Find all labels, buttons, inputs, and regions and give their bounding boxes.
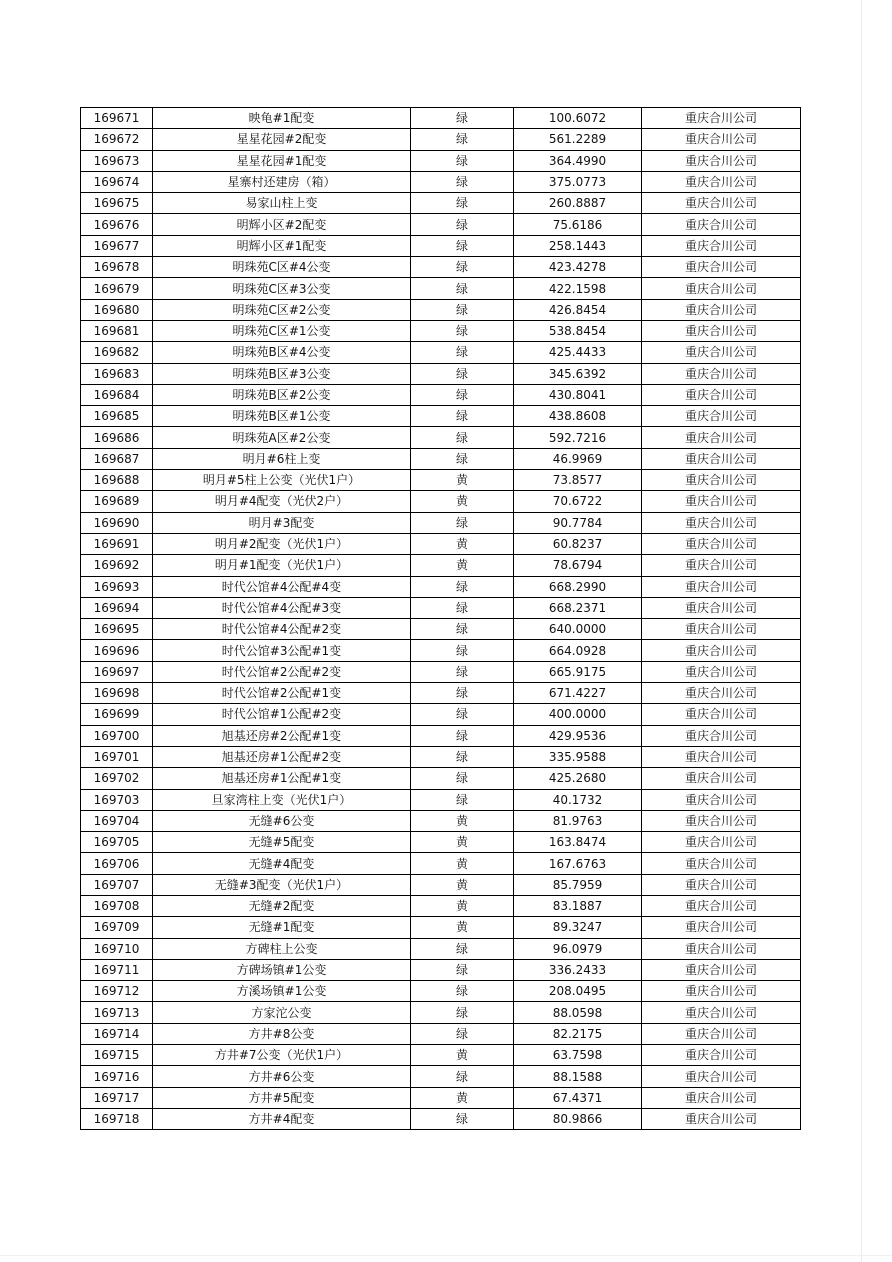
cell-load-value: 63.7598: [514, 1045, 642, 1066]
cell-status: 黄: [411, 533, 514, 554]
cell-id: 169712: [81, 981, 153, 1002]
cell-status: 黄: [411, 1045, 514, 1066]
cell-load-value: 400.0000: [514, 704, 642, 725]
cell-name: 星星花园#2配变: [153, 129, 411, 150]
table-row: [81, 235, 801, 256]
cell-status: 绿: [411, 661, 514, 682]
cell-company: 重庆合川公司: [642, 938, 801, 959]
cell-status: 绿: [411, 725, 514, 746]
cell-company: 重庆合川公司: [642, 597, 801, 618]
cell-load-value: 335.9588: [514, 746, 642, 767]
cell-id: 169676: [81, 214, 153, 235]
cell-id: 169713: [81, 1002, 153, 1023]
table-row: [81, 320, 801, 341]
cell-load-value: 46.9969: [514, 448, 642, 469]
table-row: [81, 597, 801, 618]
cell-load-value: 538.8454: [514, 320, 642, 341]
cell-status: 黄: [411, 874, 514, 895]
cell-load-value: 345.6392: [514, 363, 642, 384]
cell-load-value: 425.2680: [514, 768, 642, 789]
cell-company: 重庆合川公司: [642, 384, 801, 405]
table-row: [81, 171, 801, 192]
cell-load-value: 167.6763: [514, 853, 642, 874]
cell-company: 重庆合川公司: [642, 683, 801, 704]
cell-status: 黄: [411, 491, 514, 512]
cell-status: 绿: [411, 959, 514, 980]
cell-name: 明月#6柱上变: [153, 448, 411, 469]
cell-company: 重庆合川公司: [642, 1087, 801, 1108]
cell-name: 无缝#4配变: [153, 853, 411, 874]
cell-company: 重庆合川公司: [642, 917, 801, 938]
cell-name: 无缝#1配变: [153, 917, 411, 938]
cell-load-value: 40.1732: [514, 789, 642, 810]
cell-id: 169706: [81, 853, 153, 874]
table-row: [81, 704, 801, 725]
cell-name: 明珠苑B区#4公变: [153, 342, 411, 363]
cell-id: 169709: [81, 917, 153, 938]
cell-id: 169700: [81, 725, 153, 746]
cell-name: 明月#5柱上公变（光伏1户）: [153, 470, 411, 491]
cell-status: 绿: [411, 278, 514, 299]
cell-name: 方碑柱上公变: [153, 938, 411, 959]
cell-status: 黄: [411, 917, 514, 938]
table-row: [81, 363, 801, 384]
cell-company: 重庆合川公司: [642, 789, 801, 810]
cell-id: 169683: [81, 363, 153, 384]
table-row: [81, 512, 801, 533]
cell-name: 明月#2配变（光伏1户）: [153, 533, 411, 554]
cell-company: 重庆合川公司: [642, 470, 801, 491]
cell-id: 169688: [81, 470, 153, 491]
table-row: [81, 619, 801, 640]
table-row: [81, 108, 801, 129]
table-row: [81, 150, 801, 171]
cell-status: 绿: [411, 1066, 514, 1087]
cell-id: 169685: [81, 406, 153, 427]
cell-load-value: 668.2990: [514, 576, 642, 597]
cell-name: 无缝#6公变: [153, 810, 411, 831]
table-row: [81, 576, 801, 597]
table-row: [81, 491, 801, 512]
cell-name: 明珠苑C区#2公变: [153, 299, 411, 320]
cell-load-value: 83.1887: [514, 895, 642, 916]
table-row: [81, 555, 801, 576]
cell-load-value: 665.9175: [514, 661, 642, 682]
table-row: [81, 746, 801, 767]
cell-id: 169679: [81, 278, 153, 299]
table-row: [81, 917, 801, 938]
cell-status: 绿: [411, 214, 514, 235]
cell-name: 方井#4配变: [153, 1108, 411, 1129]
cell-company: 重庆合川公司: [642, 491, 801, 512]
cell-company: 重庆合川公司: [642, 193, 801, 214]
cell-status: 绿: [411, 512, 514, 533]
cell-company: 重庆合川公司: [642, 299, 801, 320]
cell-status: 绿: [411, 448, 514, 469]
cell-load-value: 96.0979: [514, 938, 642, 959]
table-row: [81, 725, 801, 746]
cell-name: 明辉小区#1配变: [153, 235, 411, 256]
cell-load-value: 81.9763: [514, 810, 642, 831]
cell-load-value: 429.9536: [514, 725, 642, 746]
cell-load-value: 561.2289: [514, 129, 642, 150]
cell-status: 绿: [411, 257, 514, 278]
cell-status: 绿: [411, 597, 514, 618]
cell-company: 重庆合川公司: [642, 619, 801, 640]
cell-company: 重庆合川公司: [642, 895, 801, 916]
table-row: [81, 193, 801, 214]
table-row: [81, 278, 801, 299]
cell-id: 169711: [81, 959, 153, 980]
cell-id: 169693: [81, 576, 153, 597]
cell-load-value: 422.1598: [514, 278, 642, 299]
cell-name: 方溪场镇#1公变: [153, 981, 411, 1002]
cell-id: 169718: [81, 1108, 153, 1129]
table-body: [81, 108, 801, 1130]
cell-id: 169678: [81, 257, 153, 278]
cell-company: 重庆合川公司: [642, 320, 801, 341]
cell-name: 方井#7公变（光伏1户）: [153, 1045, 411, 1066]
cell-id: 169697: [81, 661, 153, 682]
page-right-edge-line: [861, 0, 862, 1262]
cell-status: 绿: [411, 1108, 514, 1129]
cell-name: 旭基还房#2公配#1变: [153, 725, 411, 746]
cell-status: 绿: [411, 746, 514, 767]
cell-company: 重庆合川公司: [642, 342, 801, 363]
cell-id: 169695: [81, 619, 153, 640]
cell-company: 重庆合川公司: [642, 1023, 801, 1044]
cell-load-value: 430.8041: [514, 384, 642, 405]
table-row: [81, 257, 801, 278]
cell-id: 169710: [81, 938, 153, 959]
cell-name: 明月#3配变: [153, 512, 411, 533]
cell-status: 绿: [411, 576, 514, 597]
cell-status: 绿: [411, 427, 514, 448]
cell-name: 明月#1配变（光伏1户）: [153, 555, 411, 576]
cell-company: 重庆合川公司: [642, 768, 801, 789]
cell-name: 明珠苑B区#3公变: [153, 363, 411, 384]
cell-status: 黄: [411, 810, 514, 831]
cell-name: 明珠苑B区#2公变: [153, 384, 411, 405]
cell-name: 旦家湾柱上变（光伏1户）: [153, 789, 411, 810]
cell-load-value: 75.6186: [514, 214, 642, 235]
cell-company: 重庆合川公司: [642, 235, 801, 256]
table-row: [81, 810, 801, 831]
cell-status: 绿: [411, 1023, 514, 1044]
cell-load-value: 668.2371: [514, 597, 642, 618]
cell-load-value: 425.4433: [514, 342, 642, 363]
cell-company: 重庆合川公司: [642, 533, 801, 554]
cell-id: 169686: [81, 427, 153, 448]
table-row: [81, 640, 801, 661]
cell-id: 169701: [81, 746, 153, 767]
cell-status: 绿: [411, 683, 514, 704]
cell-company: 重庆合川公司: [642, 832, 801, 853]
cell-load-value: 438.8608: [514, 406, 642, 427]
table-row: [81, 427, 801, 448]
table-row: [81, 895, 801, 916]
cell-company: 重庆合川公司: [642, 981, 801, 1002]
cell-load-value: 592.7216: [514, 427, 642, 448]
cell-name: 时代公馆#2公配#1变: [153, 683, 411, 704]
cell-status: 黄: [411, 853, 514, 874]
cell-load-value: 671.4227: [514, 683, 642, 704]
cell-company: 重庆合川公司: [642, 427, 801, 448]
table-row: [81, 1045, 801, 1066]
cell-name: 明珠苑B区#1公变: [153, 406, 411, 427]
cell-id: 169671: [81, 108, 153, 129]
table-row: [81, 214, 801, 235]
cell-load-value: 89.3247: [514, 917, 642, 938]
table-row: [81, 129, 801, 150]
cell-id: 169687: [81, 448, 153, 469]
cell-company: 重庆合川公司: [642, 363, 801, 384]
cell-status: 绿: [411, 384, 514, 405]
cell-load-value: 208.0495: [514, 981, 642, 1002]
cell-id: 169680: [81, 299, 153, 320]
table-row: [81, 406, 801, 427]
cell-name: 映龟#1配变: [153, 108, 411, 129]
cell-load-value: 60.8237: [514, 533, 642, 554]
table-row: [81, 832, 801, 853]
cell-load-value: 73.8577: [514, 470, 642, 491]
cell-name: 星星花园#1配变: [153, 150, 411, 171]
cell-status: 绿: [411, 768, 514, 789]
cell-company: 重庆合川公司: [642, 725, 801, 746]
table-row: [81, 853, 801, 874]
cell-id: 169703: [81, 789, 153, 810]
table-row: [81, 448, 801, 469]
cell-status: 绿: [411, 150, 514, 171]
cell-company: 重庆合川公司: [642, 959, 801, 980]
cell-id: 169672: [81, 129, 153, 150]
cell-status: 绿: [411, 640, 514, 661]
cell-id: 169714: [81, 1023, 153, 1044]
cell-name: 时代公馆#2公配#2变: [153, 661, 411, 682]
cell-status: 绿: [411, 704, 514, 725]
cell-id: 169715: [81, 1045, 153, 1066]
cell-company: 重庆合川公司: [642, 746, 801, 767]
cell-name: 旭基还房#1公配#1变: [153, 768, 411, 789]
cell-load-value: 78.6794: [514, 555, 642, 576]
table-row: [81, 1108, 801, 1129]
cell-company: 重庆合川公司: [642, 810, 801, 831]
cell-load-value: 67.4371: [514, 1087, 642, 1108]
cell-id: 169677: [81, 235, 153, 256]
table-row: [81, 1023, 801, 1044]
cell-status: 绿: [411, 193, 514, 214]
table-row: [81, 938, 801, 959]
cell-status: 黄: [411, 1087, 514, 1108]
table-row: [81, 874, 801, 895]
cell-name: 时代公馆#3公配#1变: [153, 640, 411, 661]
cell-company: 重庆合川公司: [642, 512, 801, 533]
cell-company: 重庆合川公司: [642, 108, 801, 129]
cell-company: 重庆合川公司: [642, 555, 801, 576]
cell-name: 明月#4配变（光伏2户）: [153, 491, 411, 512]
cell-load-value: 85.7959: [514, 874, 642, 895]
table-row: [81, 661, 801, 682]
cell-id: 169689: [81, 491, 153, 512]
cell-company: 重庆合川公司: [642, 171, 801, 192]
cell-company: 重庆合川公司: [642, 1066, 801, 1087]
cell-company: 重庆合川公司: [642, 257, 801, 278]
cell-name: 明辉小区#2配变: [153, 214, 411, 235]
cell-name: 明珠苑C区#3公变: [153, 278, 411, 299]
cell-id: 169698: [81, 683, 153, 704]
cell-name: 易家山柱上变: [153, 193, 411, 214]
cell-id: 169699: [81, 704, 153, 725]
cell-name: 时代公馆#4公配#3变: [153, 597, 411, 618]
cell-company: 重庆合川公司: [642, 1002, 801, 1023]
table-row: [81, 1087, 801, 1108]
table-row: [81, 342, 801, 363]
cell-load-value: 88.0598: [514, 1002, 642, 1023]
cell-company: 重庆合川公司: [642, 278, 801, 299]
cell-name: 无缝#2配变: [153, 895, 411, 916]
cell-load-value: 82.2175: [514, 1023, 642, 1044]
table-row: [81, 683, 801, 704]
table-row: [81, 1066, 801, 1087]
cell-name: 时代公馆#1公配#2变: [153, 704, 411, 725]
cell-status: 绿: [411, 299, 514, 320]
cell-name: 时代公馆#4公配#2变: [153, 619, 411, 640]
cell-id: 169708: [81, 895, 153, 916]
cell-status: 绿: [411, 129, 514, 150]
cell-id: 169702: [81, 768, 153, 789]
cell-status: 黄: [411, 832, 514, 853]
cell-company: 重庆合川公司: [642, 874, 801, 895]
cell-id: 169684: [81, 384, 153, 405]
cell-name: 方井#8公变: [153, 1023, 411, 1044]
cell-status: 绿: [411, 108, 514, 129]
cell-status: 绿: [411, 342, 514, 363]
transformer-station-table: [80, 107, 801, 1130]
cell-name: 明珠苑C区#4公变: [153, 257, 411, 278]
cell-load-value: 70.6722: [514, 491, 642, 512]
cell-load-value: 640.0000: [514, 619, 642, 640]
cell-id: 169704: [81, 810, 153, 831]
table-row: [81, 1002, 801, 1023]
cell-load-value: 260.8887: [514, 193, 642, 214]
cell-status: 黄: [411, 555, 514, 576]
cell-load-value: 426.8454: [514, 299, 642, 320]
cell-load-value: 664.0928: [514, 640, 642, 661]
cell-id: 169705: [81, 832, 153, 853]
cell-status: 绿: [411, 363, 514, 384]
table-row: [81, 533, 801, 554]
cell-company: 重庆合川公司: [642, 1108, 801, 1129]
cell-name: 无缝#3配变（光伏1户）: [153, 874, 411, 895]
page-bottom-edge-line: [0, 1255, 892, 1256]
cell-name: 时代公馆#4公配#4变: [153, 576, 411, 597]
cell-status: 绿: [411, 320, 514, 341]
cell-load-value: 100.6072: [514, 108, 642, 129]
table-row: [81, 789, 801, 810]
cell-company: 重庆合川公司: [642, 129, 801, 150]
cell-status: 绿: [411, 938, 514, 959]
cell-load-value: 88.1588: [514, 1066, 642, 1087]
cell-name: 明珠苑C区#1公变: [153, 320, 411, 341]
cell-status: 黄: [411, 470, 514, 491]
cell-name: 方井#5配变: [153, 1087, 411, 1108]
cell-id: 169691: [81, 533, 153, 554]
cell-status: 绿: [411, 406, 514, 427]
cell-load-value: 163.8474: [514, 832, 642, 853]
cell-id: 169681: [81, 320, 153, 341]
cell-status: 黄: [411, 895, 514, 916]
cell-company: 重庆合川公司: [642, 704, 801, 725]
table-row: [81, 981, 801, 1002]
cell-company: 重庆合川公司: [642, 150, 801, 171]
cell-status: 绿: [411, 171, 514, 192]
cell-company: 重庆合川公司: [642, 661, 801, 682]
cell-name: 星寨村还建房（箱）: [153, 171, 411, 192]
cell-load-value: 80.9866: [514, 1108, 642, 1129]
cell-id: 169717: [81, 1087, 153, 1108]
cell-id: 169716: [81, 1066, 153, 1087]
cell-status: 绿: [411, 619, 514, 640]
cell-company: 重庆合川公司: [642, 640, 801, 661]
cell-load-value: 364.4990: [514, 150, 642, 171]
table-row: [81, 959, 801, 980]
cell-name: 无缝#5配变: [153, 832, 411, 853]
cell-id: 169696: [81, 640, 153, 661]
cell-id: 169682: [81, 342, 153, 363]
cell-status: 绿: [411, 789, 514, 810]
cell-name: 明珠苑A区#2公变: [153, 427, 411, 448]
cell-status: 绿: [411, 981, 514, 1002]
table-row: [81, 470, 801, 491]
cell-load-value: 423.4278: [514, 257, 642, 278]
cell-id: 169694: [81, 597, 153, 618]
cell-status: 绿: [411, 1002, 514, 1023]
cell-company: 重庆合川公司: [642, 853, 801, 874]
cell-name: 旭基还房#1公配#2变: [153, 746, 411, 767]
cell-load-value: 375.0773: [514, 171, 642, 192]
cell-load-value: 336.2433: [514, 959, 642, 980]
cell-name: 方家沱公变: [153, 1002, 411, 1023]
cell-company: 重庆合川公司: [642, 214, 801, 235]
cell-id: 169674: [81, 171, 153, 192]
cell-company: 重庆合川公司: [642, 448, 801, 469]
cell-id: 169690: [81, 512, 153, 533]
cell-company: 重庆合川公司: [642, 1045, 801, 1066]
cell-name: 方井#6公变: [153, 1066, 411, 1087]
cell-company: 重庆合川公司: [642, 576, 801, 597]
cell-status: 绿: [411, 235, 514, 256]
cell-load-value: 90.7784: [514, 512, 642, 533]
cell-id: 169673: [81, 150, 153, 171]
table-row: [81, 768, 801, 789]
cell-name: 方碑场镇#1公变: [153, 959, 411, 980]
cell-id: 169675: [81, 193, 153, 214]
cell-id: 169692: [81, 555, 153, 576]
table-row: [81, 299, 801, 320]
cell-load-value: 258.1443: [514, 235, 642, 256]
cell-company: 重庆合川公司: [642, 406, 801, 427]
cell-id: 169707: [81, 874, 153, 895]
table-row: [81, 384, 801, 405]
